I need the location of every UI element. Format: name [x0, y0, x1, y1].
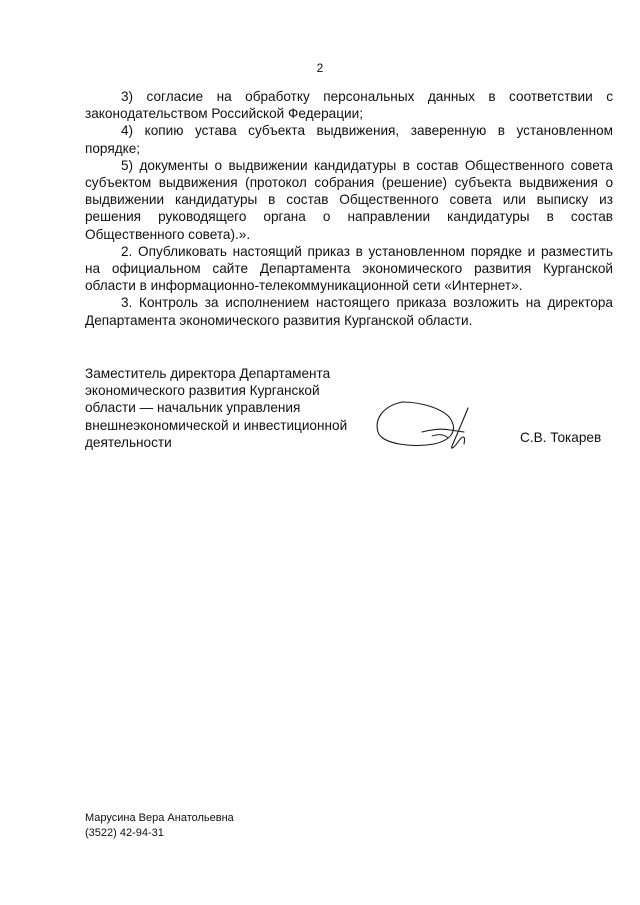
executor-name: Марусина Вера Анатольевна [85, 812, 234, 824]
paragraph-item-4-charter: 4) копию устава субъекта выдвижения, заверенную в установленном порядке; [85, 123, 613, 156]
paragraph-item-3-consent: 3) согласие на обработку персональных данных в соответствии с законодательством Российской Федерации; [85, 89, 613, 122]
page-number: 2 [316, 61, 324, 75]
executor-phone: (3522) 42-94-31 [85, 826, 164, 839]
handwritten-signature [372, 388, 492, 458]
executor-info [85, 811, 234, 840]
signatory-title-line: Заместитель директора Департамента [85, 366, 331, 381]
paragraph-publish-order: 2. Опубликовать настоящий приказ в установленном порядке и разместить на официальном сайте Департамента экономического развития Курганской области в информационно-телекоммуникационной сети «Интернет». [85, 243, 613, 294]
signatory-title-line: экономического развития Курганской [85, 383, 320, 399]
signatory-name: С.В. Токарев [520, 430, 602, 445]
paragraph-control-assignment: 3. Контроль за исполнением настоящего приказа возложить на директора Департамента экономического развития Курганской области. [85, 295, 613, 328]
signatory-title [85, 365, 385, 451]
paragraph-item-5-nomination-documents: 5) документы о выдвижении кандидатуры в состав Общественного совета субъектом выдвижения (протокол собрания (решение) субъекта выдвижения о выдвижении кандидатуры в состав Общественного совета или выписку из решения руководящего органа о направлении кандидатуры в состав Общественного совета).». [85, 157, 613, 242]
signatory-title-line: области — начальник управления [85, 400, 301, 416]
document-body [85, 88, 613, 329]
signatory-title-line: внешнеэкономической и инвестиционной [85, 417, 348, 433]
signatory-title-line: деятельности [85, 434, 172, 450]
